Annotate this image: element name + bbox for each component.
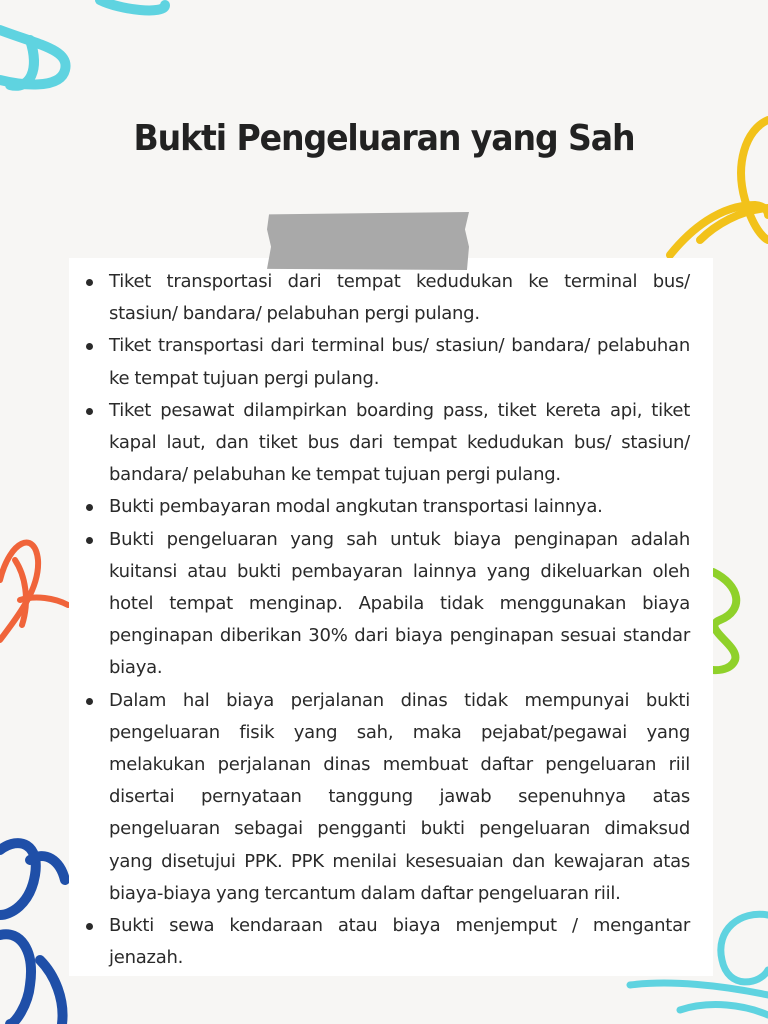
page-title: Bukti Pengeluaran yang Sah: [133, 118, 635, 159]
requirements-list: [69, 258, 713, 974]
list-item-text: Tiket pesawat dilampirkan boarding pass, tiket kereta api, tiket kapal laut, dan tiket bus dari tempat kedudukan bus/ stasiun/ bandara/ pelabuhan ke tempat tujuan pergi pulang.: [109, 399, 690, 486]
list-item: [109, 266, 690, 330]
blue-scribble-bottom-left: [0, 843, 65, 1024]
bullet-icon: [86, 279, 93, 286]
list-item: [109, 330, 690, 394]
list-item: [109, 524, 690, 685]
masking-tape: [267, 212, 469, 270]
content-card: [69, 258, 713, 976]
bullet-icon: [86, 504, 93, 511]
bullet-icon: [86, 698, 93, 705]
list-item-text: Dalam hal biaya perjalanan dinas tidak mempunyai bukti pengeluaran fisik yang sah, maka pejabat/pegawai yang melakukan perjalanan dinas membuat daftar pengeluaran riil disertai pernyataan tanggung jawab sepenuhnya atas pengeluaran sebagai pengganti bukti pengeluaran dimaksud yang disetujui PPK. PPK menilai kesesuaian dan kewajaran atas biaya-biaya yang tercantum dalam daftar pengeluaran riil.: [109, 689, 690, 904]
list-item-text: Bukti pembayaran modal angkutan transportasi lainnya.: [109, 496, 603, 518]
list-item: [109, 910, 690, 974]
list-item: [109, 491, 690, 523]
orange-scribble-left: [0, 543, 68, 640]
bullet-icon: [86, 343, 93, 350]
list-item: [109, 395, 690, 492]
cyan-scribble-top-left: [0, 0, 165, 86]
bullet-icon: [86, 537, 93, 544]
list-item-text: Bukti sewa kendaraan atau biaya menjemput / mengantar jenazah.: [109, 915, 690, 969]
bullet-icon: [86, 408, 93, 415]
bullet-icon: [86, 923, 93, 930]
green-scribble-right: [713, 572, 736, 670]
list-item-text: Tiket transportasi dari tempat kedudukan ke terminal bus/ stasiun/ bandara/ pelabuhan pergi pulang.: [109, 271, 690, 325]
list-item-text: Tiket transportasi dari terminal bus/ stasiun/ bandara/ pelabuhan ke tempat tujuan pergi pulang.: [109, 335, 690, 389]
list-item: [109, 685, 690, 910]
list-item-text: Bukti pengeluaran yang sah untuk biaya penginapan adalah kuitansi atau bukti pembayaran lainnya yang dikeluarkan oleh hotel tempat menginap. Apabila tidak menggunakan biaya penginapan diberikan 30% dari biaya penginapan sesuai standar biaya.: [109, 528, 690, 679]
